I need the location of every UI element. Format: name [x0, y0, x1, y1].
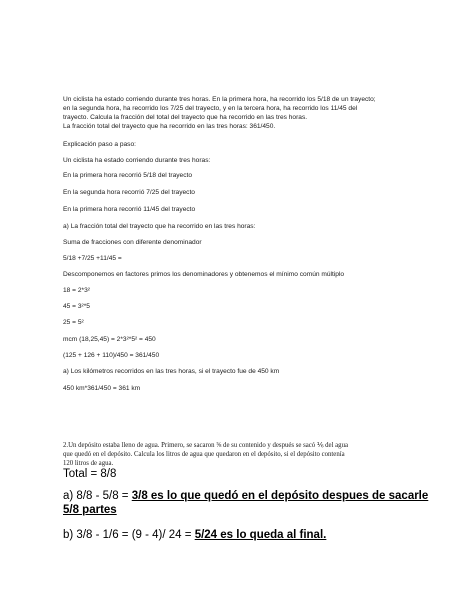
step-12: mcm (18,25,45) = 2*3²*5² = 450 — [63, 336, 156, 343]
answer-b-result: 5/24 es lo queda al final. — [194, 529, 327, 541]
step-1: Un ciclista ha estado corriendo durante tres horas: — [63, 157, 211, 164]
step-9: 18 = 2*3² — [63, 287, 90, 294]
step-3: En la segunda hora recorrió 7/25 del trayecto — [63, 189, 195, 196]
step-2: En la primera hora recorrió 5/18 del trayecto — [63, 172, 193, 179]
problem2-statement-line-2: que quedó en el depósito. Calcula los litros de agua que quedaron en el depósito, si el depósito contenía — [63, 451, 345, 458]
step-6: Suma de fracciones con diferente denominador — [63, 239, 202, 246]
step-7: 5/18 +7/25 +11/45 = — [63, 255, 122, 262]
problem1-answer-line: La fracción total del trayecto que ha recorrido en las tres horas: 361/450. — [63, 123, 276, 130]
problem1-statement-line-3: trayecto. Calcula la fracción del total del trayecto que ha recorrido en las tres horas. — [63, 114, 308, 121]
problem2-statement-line-3: 120 litros de agua. — [63, 460, 114, 467]
problem2-statement-line-1: 2.Un depósito estaba lleno de agua. Primero, se sacaron ⅝ de su contenido y después se sacó ⅙ del agua — [63, 442, 348, 449]
step-14: a) Los kilómetros recorridos en las tres horas, si el trayecto fue de 450 km — [63, 368, 280, 375]
total-line: Total = 8/8 — [63, 468, 117, 480]
step-8: Descomponemos en factores primos los denominadores y obtenemos el mínimo común múltiplo — [63, 271, 345, 278]
step-15: 450 km*361/450 = 361 km — [63, 385, 141, 392]
answer-a-result: 3/8 es lo que quedó en el depósito despues de sacarle — [131, 490, 429, 502]
step-13: (125 + 126 + 110)/450 = 361/450 — [63, 352, 160, 359]
answer-a-result-line-2: 5/8 partes — [63, 504, 117, 516]
problem1-statement-line-2: en la segunda hora, ha recorrido los 7/25 del trayecto, y en la tercera hora, ha recorrido los 11/45 del — [63, 105, 358, 112]
answer-a-line — [63, 489, 428, 503]
step-11: 25 = 5² — [63, 319, 84, 326]
step-4: En la primera hora recorrió 11/45 del trayecto — [63, 206, 196, 213]
step-10: 45 = 3²*5 — [63, 303, 90, 310]
step-5: a) La fracción total del trayecto que ha recorrido en las tres horas: — [63, 223, 256, 230]
problem1-statement-line-1: Un ciclista ha estado corriendo durante tres horas. En la primera hora, ha recorrido los 5/18 de un trayecto; — [63, 96, 376, 103]
answer-b-line — [63, 528, 326, 542]
answer-a-prefix: a) 8/8 - 5/8 = — [63, 490, 132, 502]
answer-b-prefix: b) 3/8 - 1/6 = (9 - 4)/ 24 = — [63, 529, 195, 541]
explanation-heading: Explicación paso a paso: — [63, 141, 136, 148]
